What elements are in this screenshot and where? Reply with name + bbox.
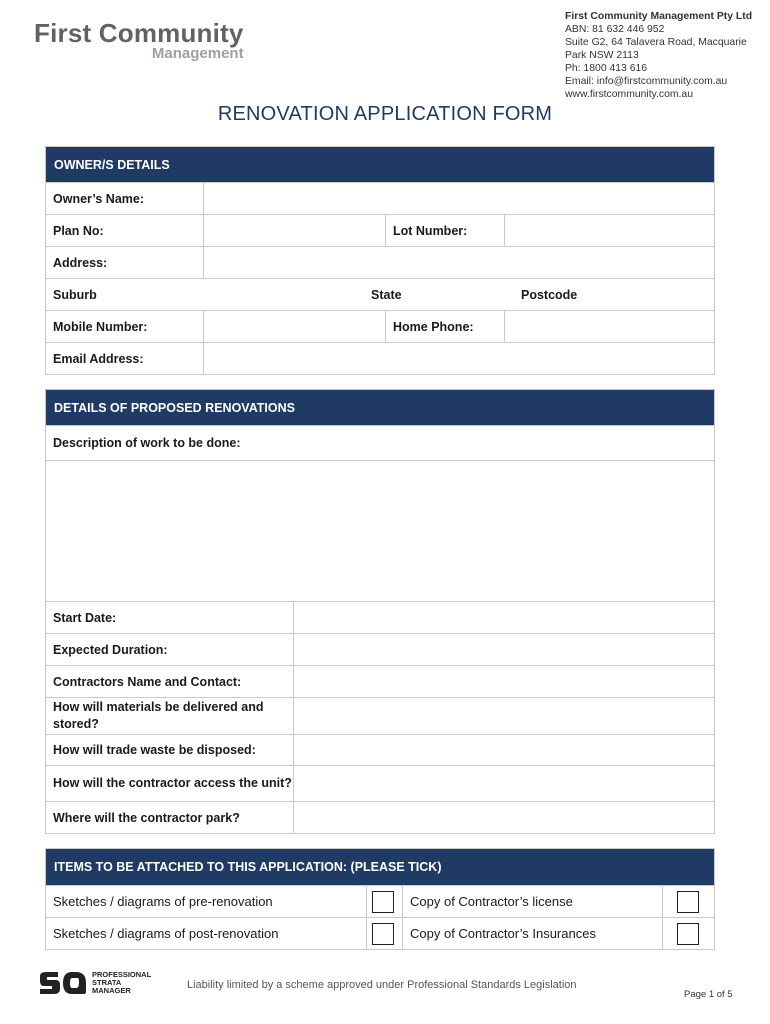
access-field[interactable] [293, 766, 714, 801]
home-phone-label: Home Phone: [385, 311, 504, 342]
psm-line1: PROFESSIONAL [92, 970, 152, 979]
insurances-cell [662, 918, 714, 949]
waste-row [46, 734, 714, 765]
pre-sketch-checkbox[interactable] [372, 891, 394, 913]
materials-field[interactable] [293, 698, 714, 734]
company-address-2: Park NSW 2113 [565, 50, 639, 61]
mobile-field[interactable] [203, 311, 385, 342]
company-name: First Community Management Pty Ltd [565, 11, 753, 22]
post-sketch-checkbox[interactable] [372, 923, 394, 945]
description-row [46, 425, 714, 460]
logo-line1: First Community [34, 18, 244, 48]
logo-line2: Management [151, 45, 244, 62]
home-phone-field[interactable] [504, 311, 714, 342]
owners-heading: OWNER/S DETAILS [46, 147, 714, 182]
contractors-field[interactable] [293, 666, 714, 697]
mobile-label: Mobile Number: [53, 319, 148, 334]
duration-label: Expected Duration: [53, 642, 168, 657]
lot-number-label: Lot Number: [385, 215, 504, 246]
start-date-field[interactable] [293, 602, 714, 633]
license-checkbox[interactable] [677, 891, 699, 913]
company-details [565, 10, 765, 101]
attach-row-1 [46, 885, 714, 917]
suburb-label: Suburb [53, 287, 97, 302]
pre-sketch-cell [366, 886, 402, 917]
post-sketch-label: Sketches / diagrams of post-renovation [53, 926, 279, 941]
lot-number-field[interactable] [504, 215, 714, 246]
address-field[interactable] [203, 247, 714, 278]
email-label: Email Address: [53, 351, 144, 366]
psm-line2: STRATA [92, 978, 122, 987]
state-label: State [371, 287, 402, 302]
start-date-label: Start Date: [53, 610, 117, 625]
address-row [46, 246, 714, 278]
psm-logo-text [92, 971, 151, 995]
owner-name-field[interactable] [203, 183, 714, 214]
plan-lot-row [46, 214, 714, 246]
email-row [46, 342, 714, 374]
insurances-label: Copy of Contractor’s Insurances [402, 918, 662, 949]
company-website: www.firstcommunity.com.au [565, 89, 693, 100]
psm-line3: MANAGER [92, 986, 131, 995]
materials-label: How will materials be delivered and stored? [53, 700, 264, 731]
phone-row [46, 310, 714, 342]
pre-sketch-label: Sketches / diagrams of pre-renovation [53, 894, 273, 909]
plan-no-label: Plan No: [53, 223, 104, 238]
waste-label: How will trade waste be disposed: [53, 743, 256, 757]
attachments-heading: ITEMS TO BE ATTACHED TO THIS APPLICATION: (PLEASE TICK) [46, 849, 714, 885]
company-phone: Ph: 1800 413 616 [565, 63, 648, 74]
description-field[interactable] [46, 460, 714, 601]
address-label: Address: [53, 255, 108, 270]
page-number: Page 1 of 5 [684, 989, 733, 1000]
form-title: RENOVATION APPLICATION FORM [217, 103, 553, 125]
psm-logo [38, 970, 151, 996]
waste-field[interactable] [293, 735, 714, 765]
owner-name-label: Owner’s Name: [53, 191, 145, 206]
post-sketch-cell [366, 918, 402, 949]
license-cell [662, 886, 714, 917]
email-field[interactable] [203, 343, 714, 374]
duration-field[interactable] [293, 634, 714, 665]
owner-name-row [46, 182, 714, 214]
company-logo [34, 18, 244, 62]
access-row [46, 765, 714, 801]
park-label: Where will the contractor park? [53, 810, 240, 825]
company-email: Email: info@firstcommunity.com.au [565, 76, 728, 87]
owners-section [45, 146, 715, 375]
company-abn: ABN: 81 632 446 952 [565, 24, 665, 35]
contractors-row [46, 665, 714, 697]
attach-row-2 [46, 917, 714, 949]
psm-logo-mark-icon [38, 970, 88, 996]
attachments-section [45, 848, 715, 950]
materials-row [46, 697, 714, 734]
description-label: Description of work to be done: [53, 436, 241, 450]
plan-no-field[interactable] [203, 215, 385, 246]
park-field[interactable] [293, 802, 714, 833]
renovations-section [45, 389, 715, 834]
postcode-label: Postcode [521, 287, 578, 302]
company-address-1: Suite G2, 64 Talavera Road, Macquarie [565, 37, 747, 48]
renovations-heading: DETAILS OF PROPOSED RENOVATIONS [46, 390, 714, 425]
suburb-row [46, 278, 714, 310]
liability-notice: Liability limited by a scheme approved under Professional Standards Legislation [187, 979, 577, 991]
park-row [46, 801, 714, 833]
access-label: How will the contractor access the unit? [53, 776, 292, 790]
license-label: Copy of Contractor’s license [402, 886, 662, 917]
start-date-row [46, 601, 714, 633]
insurances-checkbox[interactable] [677, 923, 699, 945]
duration-row [46, 633, 714, 665]
contractors-label: Contractors Name and Contact: [53, 674, 242, 689]
